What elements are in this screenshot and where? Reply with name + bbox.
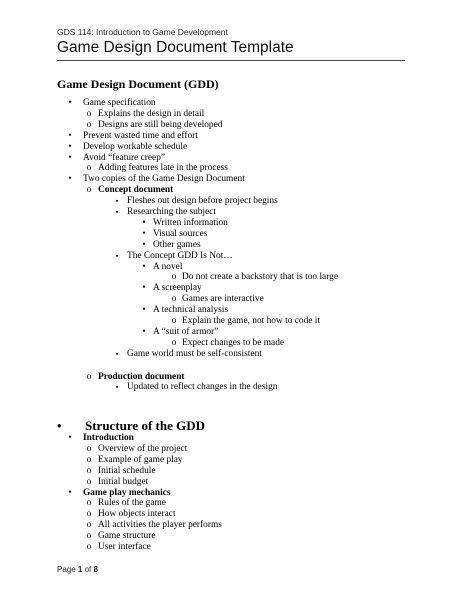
bullet-marker: ▪ [115, 197, 119, 206]
of-label: of [84, 565, 92, 574]
page-label: Page [57, 565, 76, 574]
list-item-text: Develop workable schedule [83, 141, 188, 152]
list-item-text: Game play mechanics [83, 487, 171, 498]
bullet-marker: ▪ [115, 251, 119, 260]
document-title: Game Design Document Template [57, 39, 294, 56]
bullet-marker: o [86, 542, 92, 552]
bullet-marker: • [142, 261, 146, 272]
list-item-text: Updated to reflect changes in the design [127, 382, 278, 393]
bullet-marker: o [171, 294, 177, 305]
list-item-text: Other games [153, 239, 201, 250]
list-item-text: Explain the game, not how to code it [182, 316, 320, 326]
bullet-marker: • [68, 141, 72, 152]
list-item-text: Fleshes out design before project begins [127, 196, 278, 207]
bullet-marker: ▪ [115, 349, 119, 358]
list-item-text: How objects interact [98, 509, 176, 520]
bullet-marker: o [86, 119, 92, 130]
bullet-marker: • [142, 228, 146, 239]
list-item-text: Rules of the game [98, 498, 166, 509]
list-item-text: Example of game play [98, 454, 183, 465]
list-item-text: Avoid “feature creep” [83, 152, 166, 163]
bullet-marker: o [86, 443, 92, 454]
list-item-text: Adding features late in the process [98, 163, 228, 174]
list-item-text: Production document [98, 371, 185, 382]
page-number: 1 [77, 565, 83, 574]
bullet-marker: o [86, 509, 92, 520]
bullet-marker: • [142, 283, 146, 294]
bullet-marker: • [142, 239, 146, 250]
bullet-marker: o [86, 163, 92, 174]
structure-section-heading [57, 418, 205, 434]
bullet-marker: o [86, 531, 92, 542]
list-item-text: Designs are still being developed [98, 119, 223, 130]
bullet-marker: • [142, 326, 146, 337]
list-item-text: A technical analysis [153, 305, 228, 316]
bullet-marker: • [68, 433, 72, 443]
title-underline [57, 60, 405, 61]
list-item-text: Game world must be self-consistent [127, 348, 262, 359]
list-item-text: Games are interactive [182, 294, 264, 305]
bullet-marker: o [171, 337, 177, 348]
list-item-text: Prevent wasted time and effort [83, 130, 198, 141]
bullet-marker: o [86, 476, 92, 487]
list-item-text: Explains the design in detail [98, 108, 205, 119]
list-item-text: Overview of the project [98, 443, 188, 454]
bullet-marker: o [171, 316, 177, 326]
bullet-marker: o [86, 185, 92, 196]
list-item-text: All activities the player performs [98, 520, 222, 531]
list-item-text: Do not create a backstory that is too large [182, 272, 339, 283]
bullet-marker: • [68, 487, 72, 498]
bullet-marker: ▪ [115, 208, 119, 216]
list-item-text: User interface [98, 542, 151, 552]
bullet-marker: • [68, 130, 72, 141]
bullet-marker: o [86, 108, 92, 119]
list-item-text: Concept document [98, 185, 174, 196]
bullet-marker: • [142, 305, 146, 316]
bullet-marker: ▪ [115, 383, 119, 392]
bullet-marker: o [171, 272, 177, 283]
list-item-text: Researching the subject [127, 207, 217, 217]
list-item-text: A novel [153, 261, 183, 272]
bullet-marker: • [68, 152, 72, 163]
bullet-marker: o [86, 454, 92, 465]
course-header: GDS 114: Introduction to Game Development [57, 27, 228, 37]
bullet-marker: • [68, 98, 72, 108]
list-item-text: Game structure [98, 531, 156, 542]
list-item-text: Game specification [83, 98, 156, 108]
list-item-text: Expect changes to be made [182, 337, 285, 348]
list-item-text: Initial schedule [98, 465, 156, 476]
bullet-marker: • [57, 418, 62, 433]
list-item-text: Initial budget [98, 476, 149, 487]
list-item-text: A “suit of armor” [153, 326, 219, 337]
bullet-marker: • [68, 174, 72, 185]
list-item-text: Written information [153, 217, 228, 228]
page-footer [57, 565, 98, 574]
bullet-marker: o [86, 371, 92, 382]
list-item-text: Visual sources [153, 228, 208, 239]
list-item-text: A screenplay [153, 283, 202, 294]
bullet-marker: • [142, 217, 146, 228]
gdd-section-heading: Game Design Document (GDD) [57, 77, 219, 91]
list-item-text: The Concept GDD Is Not… [127, 250, 233, 261]
page-total: 8 [93, 565, 98, 574]
bullet-marker: o [86, 520, 92, 531]
list-item-text: Introduction [83, 433, 134, 443]
bullet-marker: o [86, 498, 92, 509]
bullet-marker: o [86, 465, 92, 476]
structure-heading-text: Structure of the GDD [85, 418, 205, 433]
list-item-text: Two copies of the Game Design Document [83, 174, 245, 185]
